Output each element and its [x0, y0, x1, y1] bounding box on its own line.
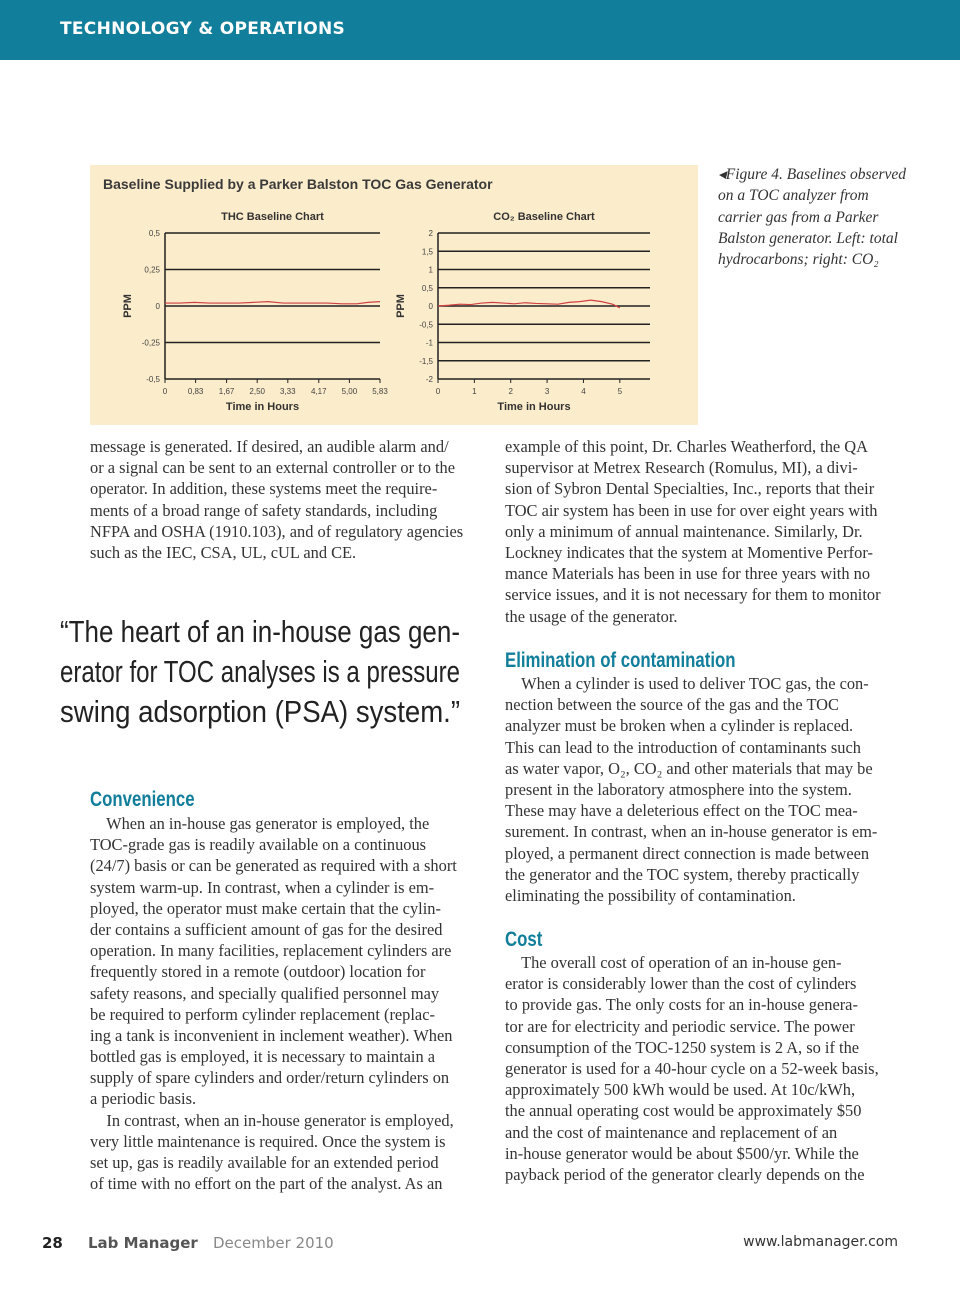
text-line: message is generated. If desired, an audible alarm and/	[90, 437, 449, 456]
text-line: a periodic basis.	[90, 1089, 197, 1109]
text-line: nection between the source of the gas and the TOC	[505, 695, 839, 715]
text-line: consumption of the TOC-1250 system is 2 A, so if the	[505, 1037, 860, 1057]
text-line: on a TOC analyzer from	[718, 187, 869, 205]
y-tick-label: 0	[155, 302, 160, 311]
section-title: TECHNOLOGY & OPERATIONS	[60, 19, 346, 39]
text-line: tor are for electricity and periodic service. The power	[505, 1016, 855, 1036]
baseline-charts	[90, 165, 698, 425]
y-axis-label: PPM	[122, 294, 134, 318]
text-line: generator is used for a 40-hour cycle on a 52-week basis,	[505, 1058, 879, 1078]
text-line: of time with no effort on the part of the analyst. As an	[90, 1174, 443, 1194]
y-tick-label: 0,5	[148, 229, 160, 238]
issue-date: December 2010	[213, 1234, 334, 1252]
x-tick-label: 5,83	[372, 387, 388, 396]
text-line: sion of Sybron Dental Specialties, Inc., reports that their	[505, 479, 875, 499]
section-header	[0, 0, 960, 60]
cost-text	[505, 952, 900, 1185]
text-line: In contrast, when an in-house generator is employed,	[90, 1110, 454, 1130]
text-line: the annual operating cost would be approximately $50	[505, 1101, 862, 1121]
x-axis-label: Time in Hours	[225, 401, 300, 413]
figure-4-charts	[90, 165, 698, 425]
text-line: supply of spare cylinders and order/return cylinders on	[90, 1068, 450, 1088]
text-line: operator. In addition, these systems meet the require-	[90, 479, 438, 499]
chart-title: CO₂ Baseline Chart	[493, 211, 595, 223]
x-tick-label: 3,33	[280, 387, 296, 396]
text-line: ing a tank is inconvenient in inclement weather). When	[90, 1025, 453, 1045]
x-tick-label: 4	[581, 387, 586, 396]
text-line: and the cost of maintenance and replacement of an	[505, 1122, 838, 1142]
x-tick-label: 5,00	[341, 387, 358, 396]
text-line: The overall cost of operation of an in-house gen-	[505, 953, 842, 972]
page-number: 28	[42, 1234, 63, 1252]
text-line: such as the IEC, CSA, UL, cUL and CE.	[90, 542, 357, 562]
text-line: (24/7) basis or can be generated as required with a short	[90, 856, 457, 876]
text-line: eliminating the possibility of contamination.	[505, 885, 796, 905]
x-tick-label: 1,67	[218, 387, 235, 396]
y-tick-label: 0,25	[144, 265, 160, 275]
chart-title: THC Baseline Chart	[221, 211, 324, 223]
y-tick-label: 2	[428, 229, 433, 238]
text-line: TOC air system has been in use for over eight years with	[505, 500, 878, 520]
elimination-text	[505, 673, 900, 906]
text-line: approximately 500 kWh would be used. At 10c/kWh,	[505, 1080, 856, 1100]
text-line: Balston generator. Left: total	[718, 229, 898, 247]
text-line: This can lead to the introduction of contaminants such	[505, 737, 861, 757]
x-tick-label: 4,17	[310, 387, 327, 396]
text-line: “The heart of an in-house gas gen-	[60, 614, 460, 649]
pull-quote	[60, 612, 460, 732]
text-line: be required to perform cylinder replacement (replac-	[90, 1004, 435, 1024]
heading-cost: Cost	[505, 928, 543, 951]
y-tick-label: 0,5	[421, 283, 433, 293]
text-line: to provide gas. The only costs for an in-house genera-	[505, 995, 858, 1015]
x-tick-label: 3	[544, 387, 550, 396]
text-line: set up, gas is readily available for an extended period	[90, 1153, 439, 1172]
text-line: erator for TOC analyses is a pressure	[60, 654, 461, 689]
text-line: very little maintenance is required. Once the system is	[90, 1131, 446, 1151]
text-line: as water vapor, O₂, CO₂ and other materials that may be	[505, 758, 873, 778]
heading-elimination: Elimination of contamination	[505, 649, 736, 672]
convenience-text	[90, 813, 485, 1194]
y-tick-label: -0,25	[141, 338, 160, 348]
y-tick-label: -0,5	[419, 320, 433, 330]
text-line: ments of a broad range of safety standards, including	[90, 500, 438, 520]
text-line: NFPA and OSHA (1910.103), and of regulatory agencies	[90, 521, 464, 541]
text-line: safety reasons, and specially qualified personnel may	[90, 983, 440, 1003]
x-axis-label: Time in Hours	[497, 401, 571, 413]
text-line: or a signal can be sent to an external controller or to the	[90, 458, 456, 478]
figure-caption	[718, 164, 908, 270]
figure-title: Baseline Supplied by a Parker Balston TOC Gas Generator	[103, 176, 493, 192]
heading-convenience: Convenience	[90, 788, 195, 811]
text-line: in-house generator would be about $500/yr. While the	[505, 1143, 859, 1163]
left-intro-text	[90, 436, 485, 563]
x-tick-label: 0,83	[187, 387, 204, 396]
text-line: service issues, and it is not necessary for them to monitor	[505, 585, 881, 605]
text-line: ployed, a permanent direct connection is made between	[505, 843, 870, 863]
y-tick-label: 0	[428, 302, 433, 311]
text-line: analyzer must be broken when a cylinder is replaced.	[505, 716, 854, 736]
text-line: the usage of the generator.	[505, 606, 678, 626]
y-tick-label: 1	[428, 265, 433, 275]
text-line: operation. In many facilities, replacement cylinders are	[90, 941, 452, 961]
y-tick-label: 1,5	[421, 247, 433, 257]
text-line: swing adsorption (PSA) system.”	[60, 694, 461, 729]
text-line: carrier gas from a Parker	[718, 208, 879, 226]
x-tick-label: 2	[508, 387, 513, 396]
text-line: ployed, the operator must make certain that the cylin-	[90, 898, 441, 918]
text-line: TOC-grade gas is readily available on a continuous	[90, 835, 427, 855]
x-tick-label: 0	[435, 387, 441, 396]
text-line: erator is considerably lower than the cost of cylinders	[505, 974, 857, 994]
website-link[interactable]: www.labmanager.com	[743, 1234, 898, 1250]
y-axis-label: PPM	[395, 294, 407, 318]
text-line: present in the laboratory atmosphere into the system.	[505, 779, 852, 799]
text-line: der contains a sufficient amount of gas for the desired	[90, 919, 443, 939]
text-line: bottled gas is employed, it is necessary to maintain a	[90, 1047, 436, 1067]
y-tick-label: -1	[425, 338, 433, 348]
text-line: Lockney indicates that the system at Momentive Perfor-	[505, 542, 873, 562]
text-line: frequently stored in a remote (outdoor) location for	[90, 962, 426, 982]
text-line: the generator and the TOC system, thereby practically	[505, 864, 860, 884]
text-line: supervisor at Metrex Research (Romulus, MI), a divi-	[505, 458, 858, 478]
text-line: When an in-house gas generator is employed, the	[90, 814, 430, 833]
y-tick-label: -0,5	[146, 375, 160, 384]
x-tick-label: 1	[472, 387, 477, 396]
text-line: When a cylinder is used to deliver TOC gas, the con-	[505, 674, 869, 693]
text-line: example of this point, Dr. Charles Weatherford, the QA	[505, 437, 868, 456]
text-line: system warm-up. In contrast, when a cylinder is em-	[90, 877, 435, 897]
text-line: surement. In contrast, when an in-house generator is em-	[505, 822, 878, 842]
text-line: mance Materials has been in use for three years with no	[505, 564, 871, 584]
text-line: only a minimum of annual maintenance. Similarly, Dr.	[505, 521, 863, 541]
text-line: hydrocarbons; right: CO₂	[718, 251, 879, 269]
magazine-name: Lab Manager	[88, 1234, 198, 1252]
series-line-thc	[165, 302, 380, 304]
text-line: payback period of the generator clearly depends on the	[505, 1164, 865, 1184]
x-tick-label: 2,50	[249, 387, 265, 396]
x-tick-label: 0	[162, 387, 168, 396]
y-tick-label: -2	[425, 375, 433, 384]
x-tick-label: 5	[617, 387, 623, 396]
text-line: These may have a deleterious effect on the TOC mea-	[505, 801, 858, 821]
right-intro-text	[505, 436, 900, 627]
y-tick-label: -1,5	[419, 356, 433, 366]
text-line: ◂Figure 4. Baselines observed	[718, 166, 906, 183]
